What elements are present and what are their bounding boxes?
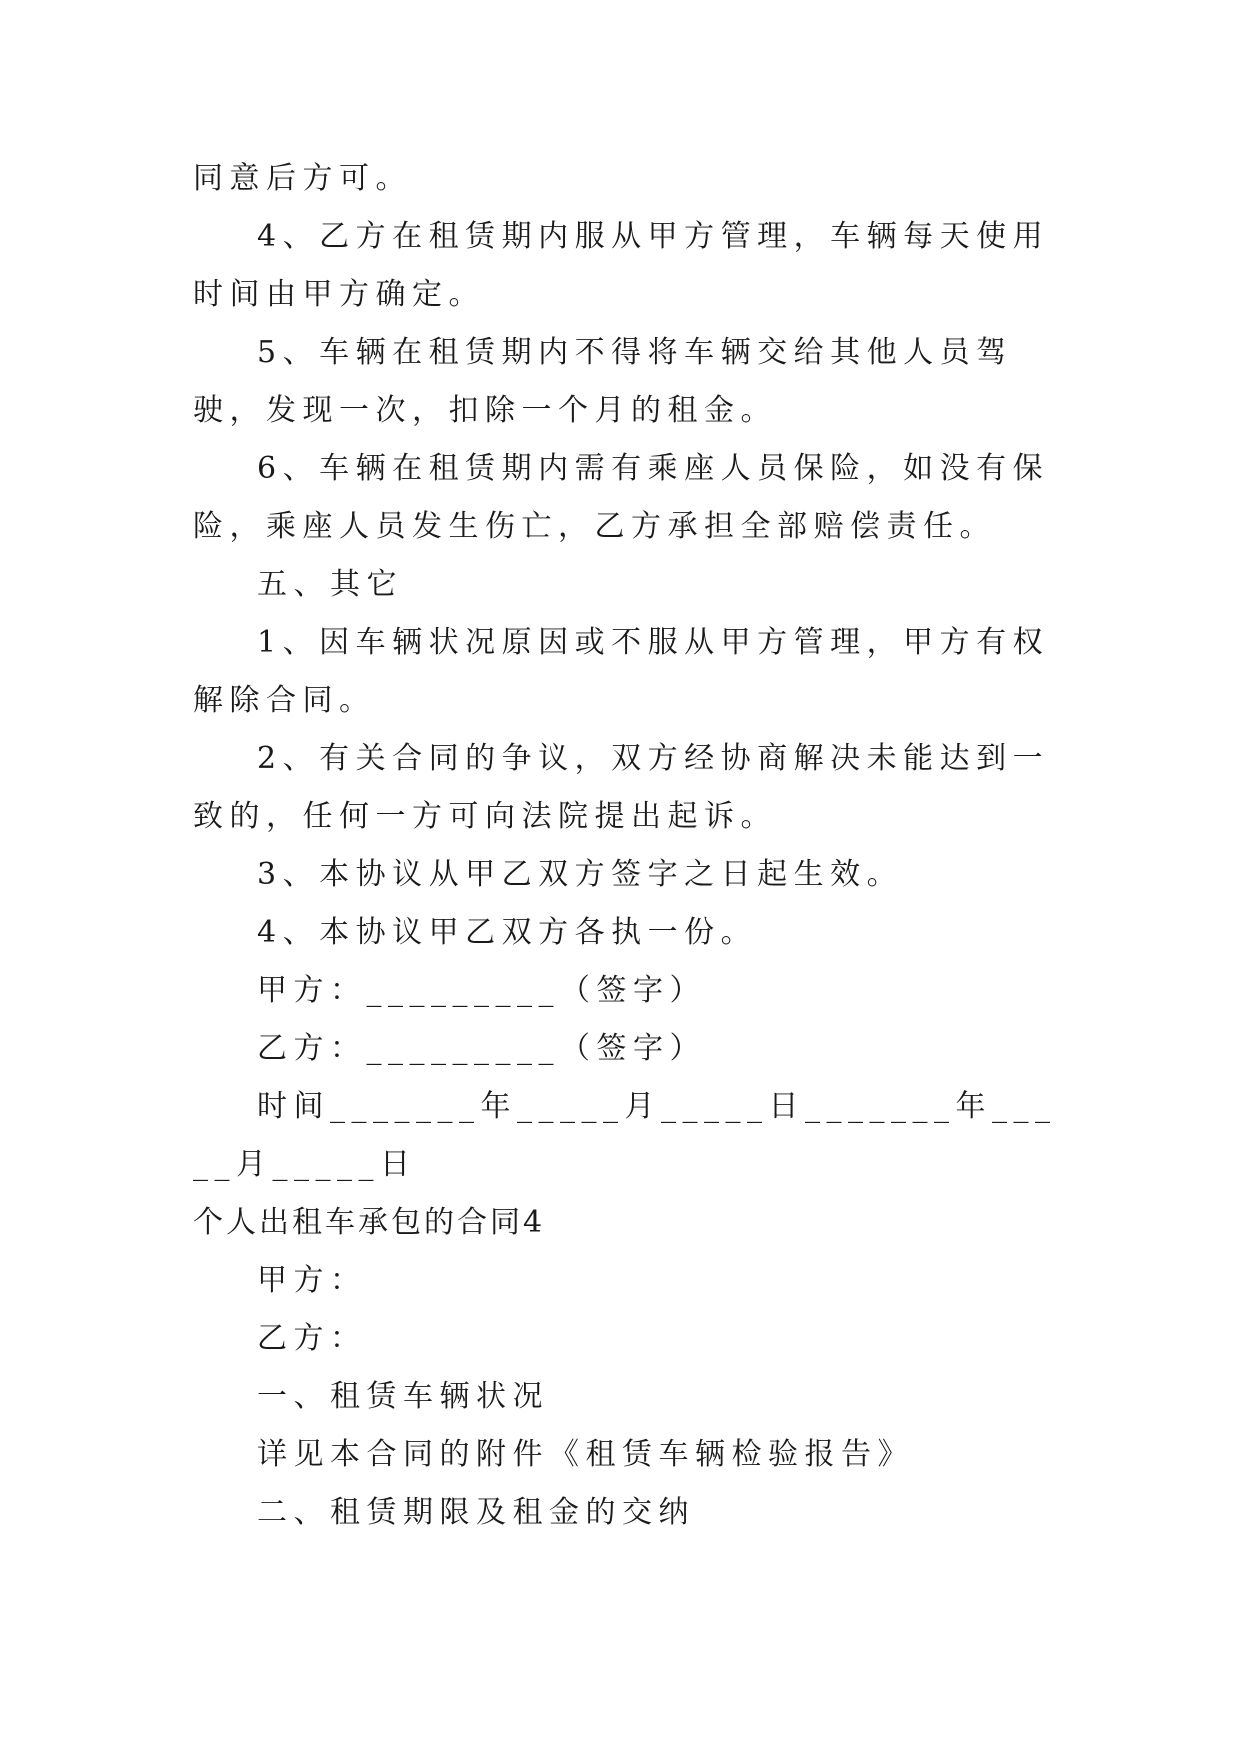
other-clause-3: 3、本协议从甲乙双方签字之日起生效。 [257,857,904,892]
party-a-signature-line: 甲方：_________（签字） [257,973,706,1008]
contract-4-title: 个人出租车承包的合同4 [193,1205,546,1240]
other-clause-2: 2、有关合同的争议，双方经协商解决未能达到一致的，任何一方可向法院提出起诉。 [193,741,1050,834]
section-1-heading: 一、租赁车辆状况 [257,1379,549,1414]
party-b-signature-line: 乙方：_________（签字） [257,1031,706,1066]
document-body [193,150,1063,1542]
date-line: 时间_______年_____月_____日_______年_____月_____日 [193,1089,1057,1182]
party-a-label: 甲方： [257,1263,367,1298]
other-clause-1: 1、因车辆状况原因或不服从甲方管理，甲方有权解除合同。 [193,625,1050,718]
clause-6-paragraph: 6、车辆在租赁期内需有乘座人员保险，如没有保险，乘座人员发生伤亡，乙方承担全部赔偿责任。 [193,451,1050,544]
section-2-heading: 二、租赁期限及租金的交纳 [257,1495,695,1530]
clause-4-paragraph: 4、乙方在租赁期内服从甲方管理，车辆每天使用时间由甲方确定。 [193,219,1050,312]
clause-5-paragraph: 5、车辆在租赁期内不得将车辆交给其他人员驾驶，发现一次，扣除一个月的租金。 [193,335,1013,428]
section-1-detail: 详见本合同的附件《租赁车辆检验报告》 [257,1437,914,1472]
paragraph-continuation: 同意后方可。 [193,161,412,196]
other-clause-4: 4、本协议甲乙双方各执一份。 [257,915,758,950]
section-5-heading: 五、其它 [257,567,403,602]
party-b-label: 乙方： [257,1321,367,1356]
